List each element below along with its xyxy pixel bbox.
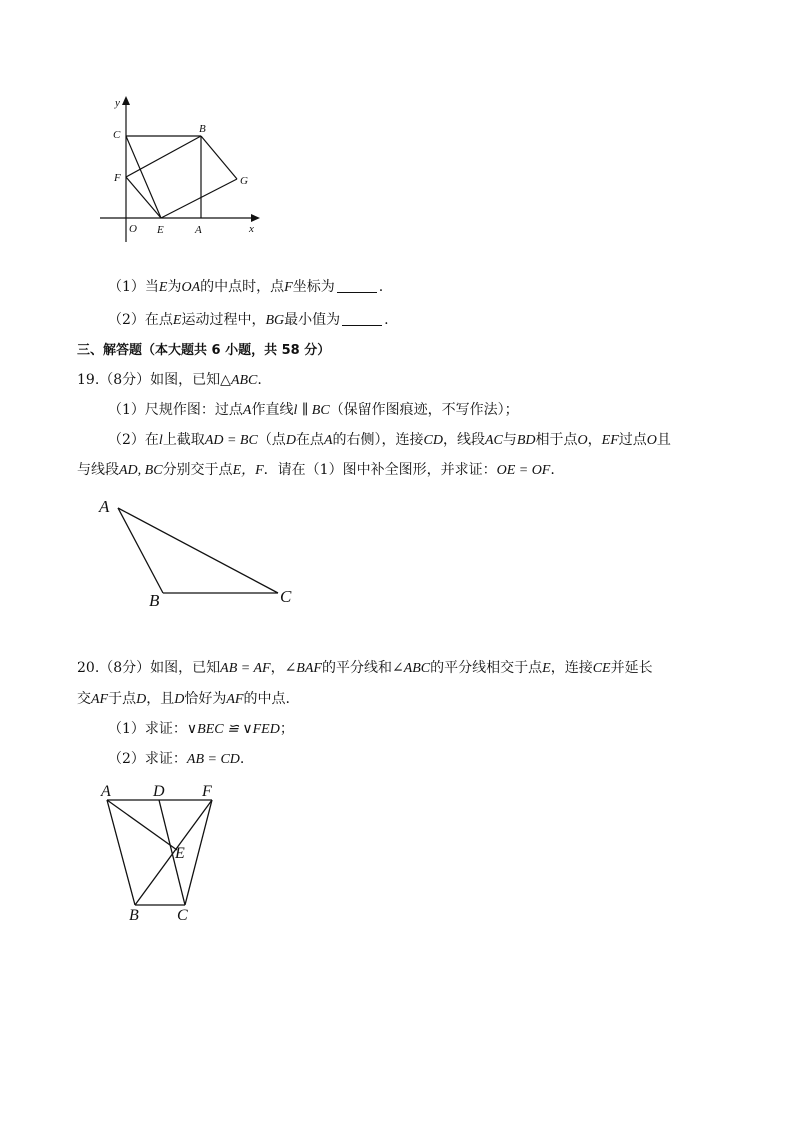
side-AC	[118, 508, 278, 593]
q18-part2: （2）在点E运动过程中，BG最小值为 .	[108, 312, 389, 328]
q19-part1: （1）尺规作图：过点A作直线l ∥ BC（保留作图痕迹，不写作法）；	[108, 402, 519, 418]
q19-head: 19.（8分）如图，已知△ABC.	[77, 372, 262, 388]
label-B: B	[149, 591, 160, 610]
segment-BF	[135, 800, 212, 905]
trapezoid-figure	[95, 778, 230, 928]
segment-BG	[201, 136, 237, 179]
label-C: C	[113, 129, 121, 141]
label-x: x	[249, 223, 254, 235]
q20-part1: （1）求证：∨BEC ≌ ∨FED；	[108, 721, 294, 737]
segment-CE	[126, 136, 161, 218]
segment-EG	[161, 179, 237, 218]
label-A: A	[99, 497, 110, 516]
coordinate-figure	[95, 92, 270, 242]
y-axis-arrow	[122, 96, 130, 105]
label-G: G	[240, 175, 248, 187]
q20-part2: （2）求证：AB = CD.	[108, 751, 245, 767]
section-heading: 三、解答题（本大题共 6 小题，共 58 分）	[77, 343, 331, 358]
label-E: E	[175, 845, 185, 862]
label-y: y	[115, 97, 120, 109]
q20-head: 20.（8分）如图，已知AB = AF，∠BAF的平分线和∠ABC的平分线相交于点E，连接CE并延长	[77, 660, 653, 676]
q20-head-cont: 交AF于点D，且D恰好为AF的中点.	[77, 691, 290, 707]
answer-blank[interactable]	[337, 278, 377, 293]
q19-part2-cont: 与线段AD, BC分别交于点E，F．请在（1）图中补全图形，并求证：OE = OF.	[77, 462, 555, 478]
label-A: A	[195, 224, 202, 236]
label-F: F	[202, 783, 212, 800]
label-A: A	[101, 783, 111, 800]
segment-AE	[107, 800, 177, 850]
x-axis-arrow	[251, 214, 260, 222]
segment-FC	[185, 800, 212, 905]
label-F: F	[114, 172, 121, 184]
label-E: E	[157, 224, 164, 236]
label-C: C	[177, 907, 188, 924]
label-D: D	[153, 783, 165, 800]
segment-FB	[126, 136, 201, 177]
triangle-figure	[95, 490, 305, 615]
segment-FE	[126, 177, 161, 218]
label-C: C	[280, 587, 292, 606]
label-O: O	[129, 223, 137, 235]
label-B: B	[129, 907, 139, 924]
segment-AB	[107, 800, 135, 905]
side-AB	[118, 508, 163, 593]
q19-part2: （2）在l上截取AD = BC（点D在点A的右侧），连接CD，线段AC与BD相于点O，EF过点O且	[108, 432, 671, 448]
answer-blank[interactable]	[342, 311, 382, 326]
label-B: B	[199, 123, 206, 135]
q18-part1: （1）当E为OA的中点时，点F坐标为 .	[108, 279, 384, 295]
